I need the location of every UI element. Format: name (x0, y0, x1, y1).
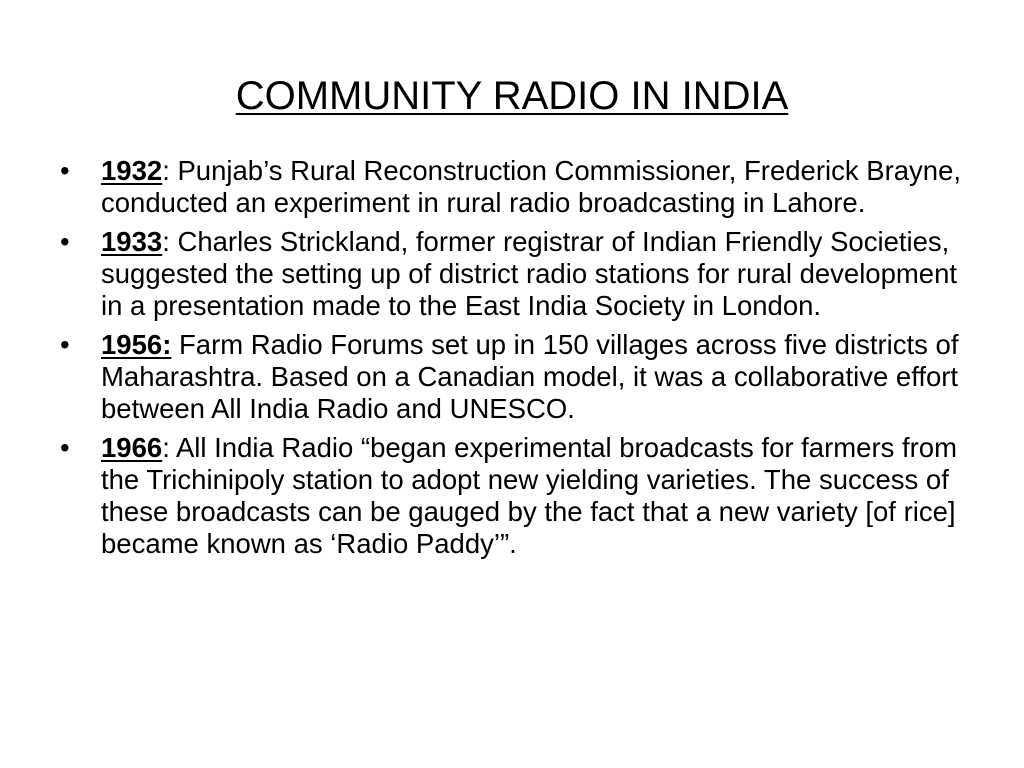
bullet-icon: • (60, 155, 70, 186)
bullet-separator: : (162, 155, 170, 186)
bullet-separator: : (162, 432, 170, 463)
bullet-text: Charles Strickland, former registrar of Indian Friendly Societies, suggested the setting up of district radio stations for rural development in a presentation made to the East India Society in London. (101, 226, 958, 321)
bullet-year: 1933 (101, 226, 163, 257)
bullet-year: 1956 (101, 329, 163, 360)
slide-title-text: COMMUNITY RADIO IN INDIA (235, 74, 789, 118)
bullet-item-1932 (55, 155, 975, 219)
bullet-list (55, 155, 975, 567)
bullet-item-1956 (55, 329, 975, 425)
bullet-separator: : (162, 329, 172, 360)
bullet-year: 1932 (101, 155, 163, 186)
bullet-text: Punjab’s Rural Reconstruction Commissioner, Frederick Brayne, conducted an experiment in rural radio broadcasting in Lahore. (101, 155, 962, 218)
slide-title (0, 70, 1024, 122)
bullet-text: All India Radio “began experimental broadcasts for farmers from the Trichinipoly station to adopt new yielding varieties. The success of these broadcasts can be gauged by the fact that a new variety [of rice] became known as ‘Radio Paddy’”. (101, 432, 958, 559)
bullet-item-1933 (55, 226, 975, 322)
bullet-separator: : (162, 226, 170, 257)
bullet-icon: • (60, 432, 70, 463)
bullet-icon: • (60, 226, 70, 257)
bullet-icon: • (60, 329, 70, 360)
bullet-year: 1966 (101, 432, 163, 463)
bullet-text: Farm Radio Forums set up in 150 villages across five districts of Maharashtra. Based on a Canadian model, it was a collaborative effort between All India Radio and UNESCO. (101, 329, 959, 424)
bullet-item-1966 (55, 432, 975, 560)
